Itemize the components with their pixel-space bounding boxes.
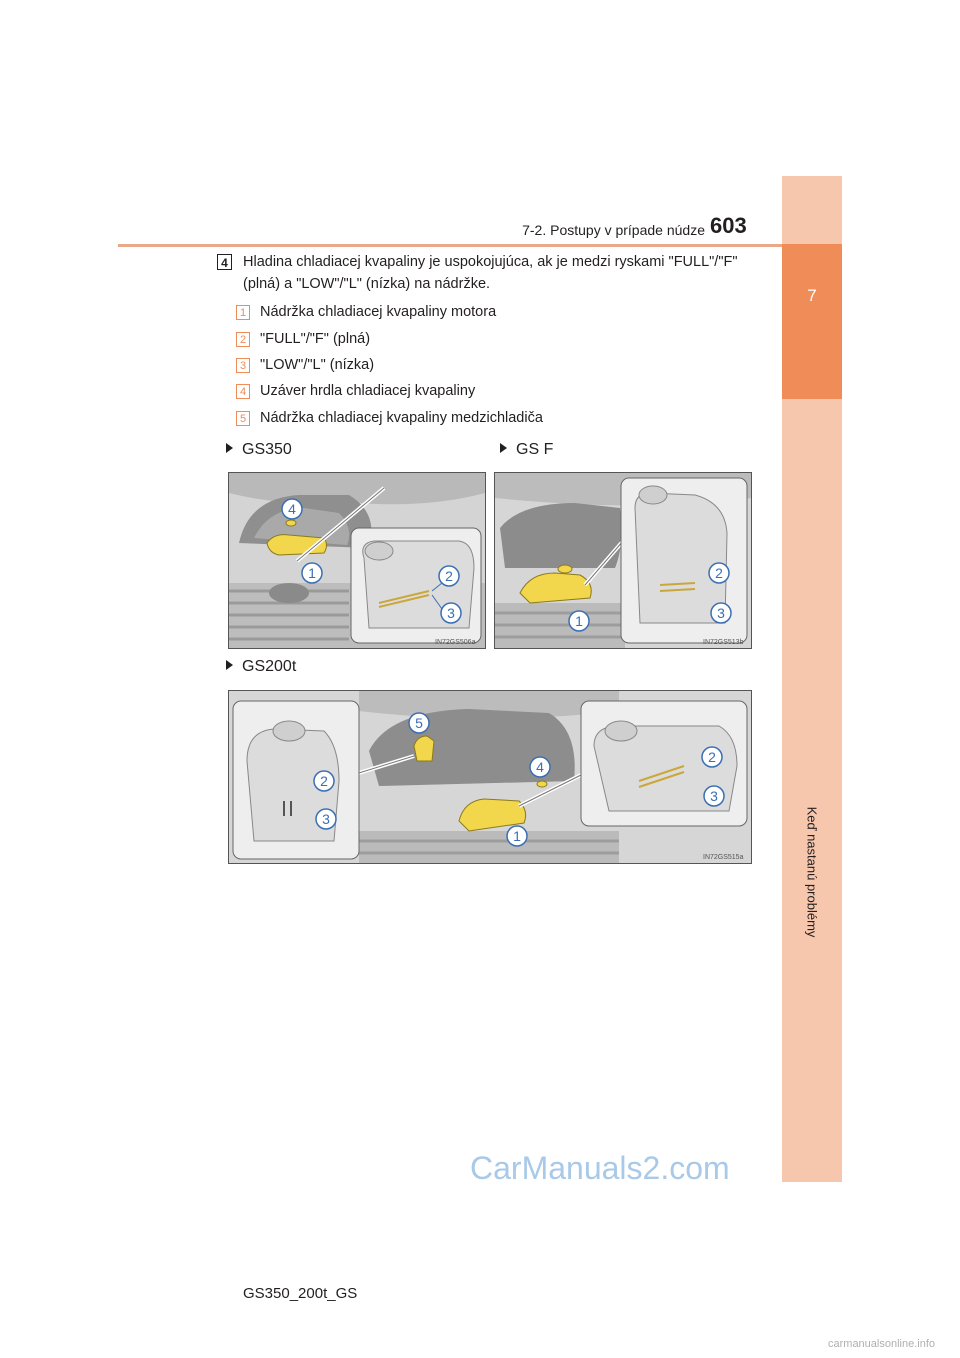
legend-label: "FULL"/"F" (plná): [260, 331, 371, 347]
callout-2: 2: [320, 773, 328, 789]
model-heading-gs350: GS350: [226, 441, 292, 459]
callout-4: 4: [288, 501, 296, 517]
callout-4: 4: [536, 759, 544, 775]
callout-5: 5: [415, 715, 423, 731]
section-title: 7-2. Postupy v prípade núdze: [522, 222, 705, 238]
watermark-text: CarManuals2.com: [470, 1150, 730, 1186]
gs200t-engine-figure: [228, 690, 752, 864]
figure-code: IN72GS515a: [703, 854, 744, 861]
page-number: 603: [710, 213, 747, 238]
step-number-box: 4: [217, 254, 232, 270]
figure-code: IN72GS513b: [703, 639, 744, 646]
triangle-bullet-icon: [500, 443, 507, 453]
callout-3: 3: [322, 811, 330, 827]
figure-code: IN72GS506a: [435, 639, 476, 646]
chapter-marker: [782, 244, 842, 399]
footer-model-code: GS350_200t_GS: [243, 1285, 358, 1302]
gs350-engine-figure: [228, 472, 486, 649]
model-heading-gsf: GS F: [500, 441, 553, 459]
legend-label: Nádržka chladiacej kvapaliny motora: [260, 304, 497, 320]
legend-label: Uzáver hrdla chladiacej kvapaliny: [260, 383, 476, 399]
model-heading-gs200t: GS200t: [226, 658, 296, 676]
triangle-bullet-icon: [226, 660, 233, 670]
header-rule: [118, 244, 782, 247]
legend-label: Nádržka chladiacej kvapaliny medzichladiča: [260, 410, 543, 426]
callout-1: 1: [308, 565, 316, 581]
callout-2: 2: [715, 565, 723, 581]
callout-3: 3: [717, 605, 725, 621]
legend-number: 4: [236, 384, 250, 399]
callout-1: 1: [575, 613, 583, 629]
bottom-watermark: carmanualsonline.info: [828, 1338, 936, 1350]
gsf-engine-figure: [494, 472, 752, 649]
chapter-number: 7: [807, 286, 817, 305]
callout-1: 1: [513, 828, 521, 844]
triangle-bullet-icon: [226, 443, 233, 453]
legend-number: 5: [236, 411, 250, 426]
callout-2: 2: [708, 749, 716, 765]
callout-3: 3: [447, 605, 455, 621]
legend-number: 3: [236, 358, 250, 373]
chapter-title: Keď nastanú problémy: [804, 806, 820, 938]
step-text: Hladina chladiacej kvapaliny je uspokojujúca, ak je medzi ryskami "FULL"/"F" (plná) a "LOW"/"L" (nízka) na nádržke.: [243, 254, 738, 292]
legend-label: "LOW"/"L" (nízka): [260, 357, 375, 373]
callout-2: 2: [445, 568, 453, 584]
callout-3: 3: [710, 788, 718, 804]
legend-number: 2: [236, 332, 250, 347]
legend-number: 1: [236, 305, 250, 320]
